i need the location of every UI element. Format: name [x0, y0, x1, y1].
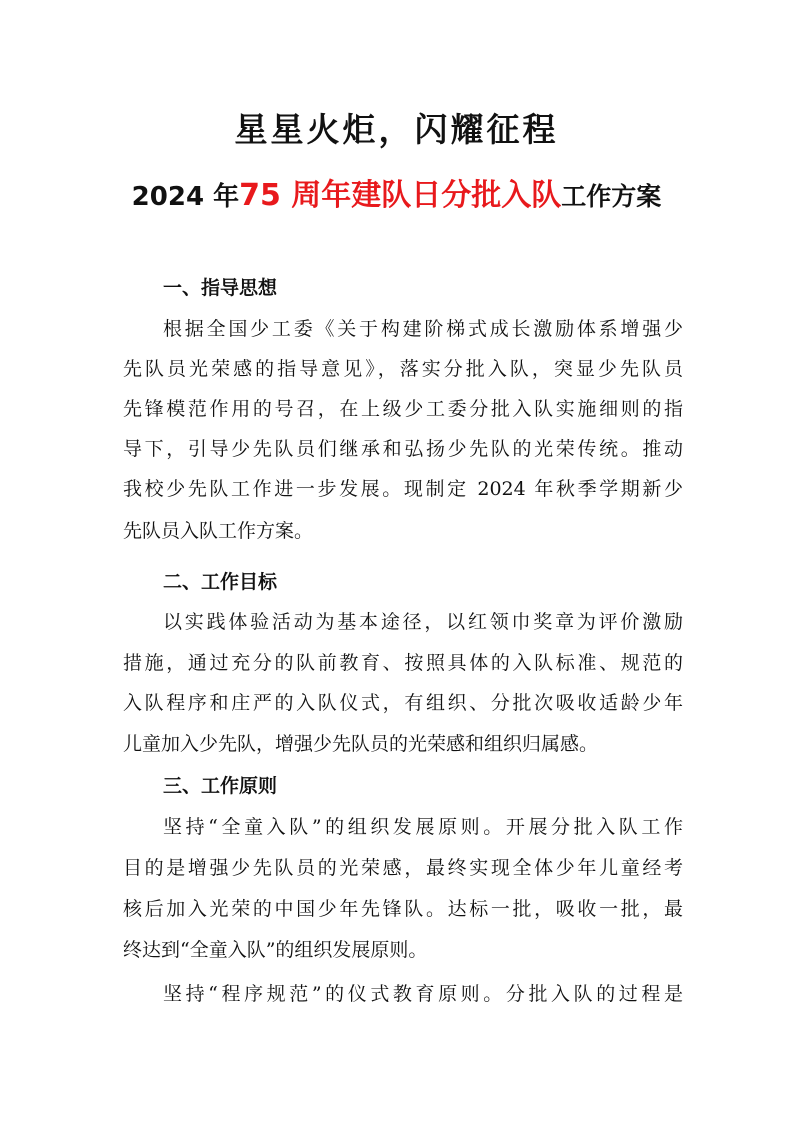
paragraph-line: 坚持“全童入队”的组织发展原则。开展分批入队工作: [163, 816, 683, 838]
section-heading-work-goals: 二、工作目标: [163, 571, 278, 593]
paragraph-line: 先锋模范作用的号召，在上级少工委分批入队实施细则的指: [123, 398, 683, 420]
paragraph-line: 我校少先队工作进一步发展。现制定 2024 年秋季学期新少: [123, 478, 683, 500]
paragraph-line: 先队员光荣感的指导意见》，落实分批入队，突显少先队员: [123, 358, 683, 380]
paragraph-line: 目的是增强少先队员的光荣感，最终实现全体少年儿童经考: [123, 857, 683, 879]
paragraph-line: 终达到“全童入队”的组织发展原则。: [123, 939, 428, 961]
paragraph-line: 导下，引导少先队员们继承和弘扬少先队的光荣传统。推动: [123, 438, 683, 460]
paragraph-line: 以实践体验活动为基本途径，以红领巾奖章为评价激励: [163, 611, 683, 633]
subtitle-highlight: 75 周年建队日分批入队: [239, 178, 562, 213]
subtitle-suffix: 工作方案: [561, 182, 662, 211]
section-heading-work-principles: 三、工作原则: [163, 775, 278, 797]
paragraph-line: 先队员入队工作方案。: [123, 520, 314, 542]
subtitle-year: 2024 年: [131, 182, 240, 212]
paragraph-line: 儿童加入少先队，增强少先队员的光荣感和组织归属感。: [123, 733, 599, 755]
paragraph-line: 根据全国少工委《关于构建阶梯式成长激励体系增强少: [163, 318, 683, 340]
paragraph-line: 措施，通过充分的队前教育、按照具体的入队标准、规范的: [123, 652, 683, 674]
paragraph-line: 坚持“程序规范”的仪式教育原则。分批入队的过程是: [163, 983, 683, 1005]
document-subtitle: [0, 170, 793, 214]
paragraph-line: 核后加入光荣的中国少年先锋队。达标一批，吸收一批，最: [123, 898, 683, 920]
section-heading-guiding-ideology: 一、指导思想: [163, 277, 278, 299]
document-title: 星星火炬，闪耀征程: [234, 110, 559, 149]
paragraph-line: 入队程序和庄严的入队仪式，有组织、分批次吸收适龄少年: [123, 692, 683, 714]
